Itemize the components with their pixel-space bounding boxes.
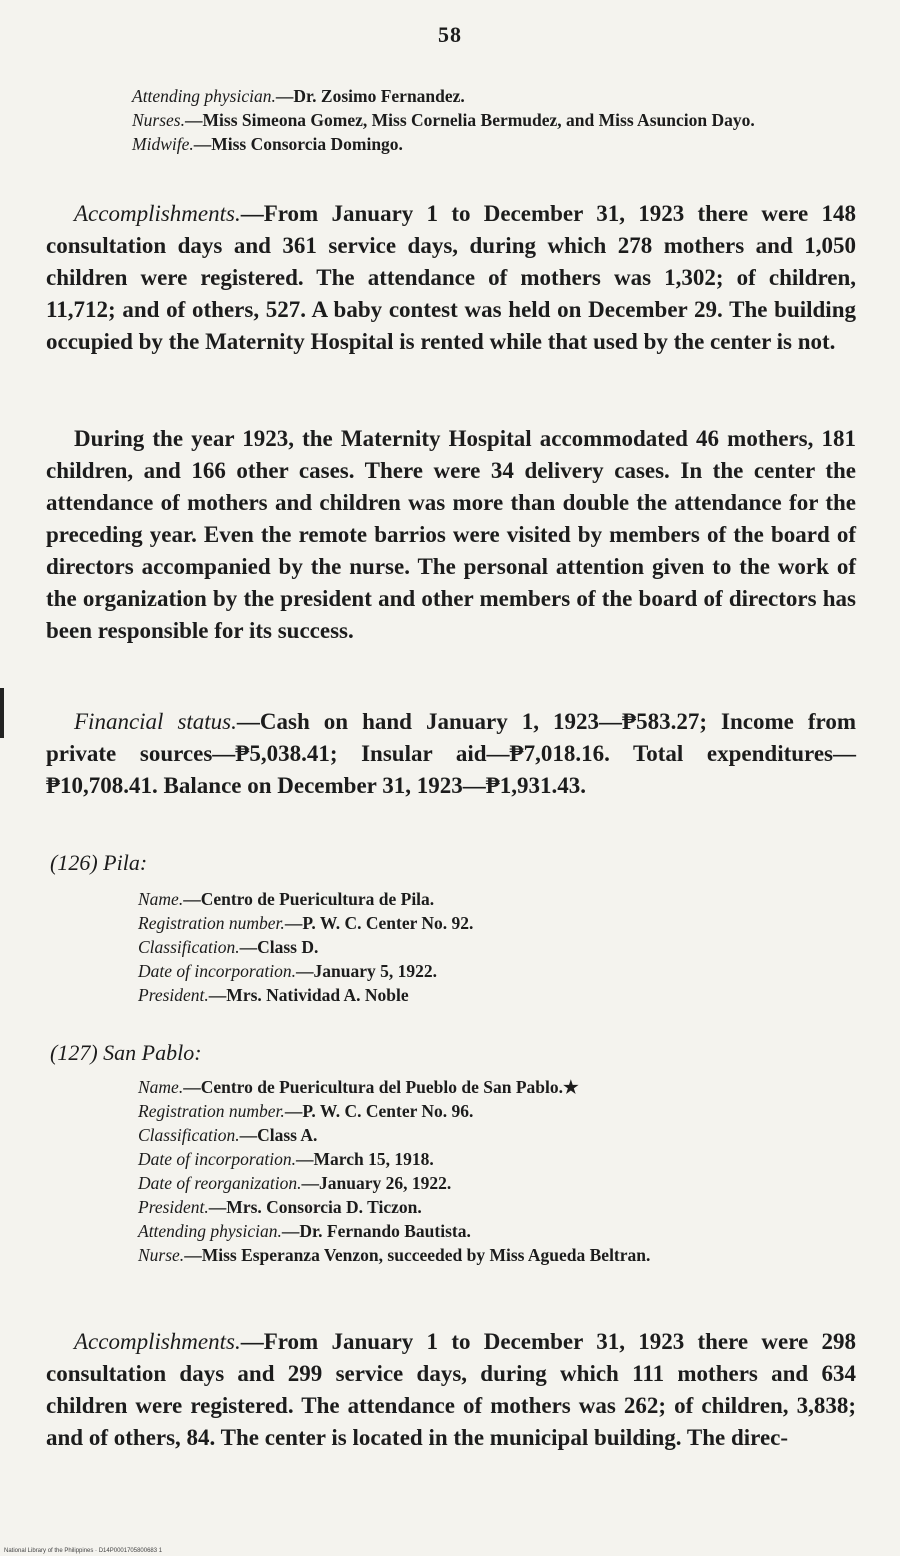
list-item — [138, 1195, 858, 1219]
item-text: —P. W. C. Center No. 96. — [284, 1101, 474, 1121]
item-text: —P. W. C. Center No. 92. — [284, 913, 474, 933]
san-pablo-details — [138, 1075, 858, 1267]
scan-footer: National Library of the Philippines · D14P0001705800683 1 — [4, 1548, 163, 1554]
item-text: —Class D. — [239, 937, 319, 957]
item-text: —Miss Simeona Gomez, Miss Cornelia Bermudez, and Miss Asuncion Dayo. — [185, 110, 755, 130]
list-item — [138, 1123, 858, 1147]
paragraph-financial-status — [46, 706, 856, 802]
paragraph-lead: Accomplishments. — [74, 1329, 241, 1354]
item-label: Date of incorporation. — [138, 1149, 296, 1169]
list-item — [132, 132, 857, 156]
paragraph-text: —Cash on hand January 1, 1923—₱583.27; Income from private sources—₱5,038.41; Insular aid—₱7,018.16. Total expenditures—₱10,708.41. Balance on December 31, 1923—₱1,931.43. — [46, 709, 856, 798]
list-item — [138, 1243, 858, 1267]
list-item — [132, 108, 857, 132]
list-item — [132, 84, 857, 108]
item-label: Attending physician. — [132, 86, 276, 106]
list-item — [138, 1099, 858, 1123]
section-heading-pila — [50, 850, 830, 876]
list-item — [138, 1075, 858, 1099]
paragraph-accomplishments-2 — [46, 1326, 856, 1454]
list-item — [138, 911, 858, 935]
section-number: (126) — [50, 850, 98, 875]
item-label: Registration number. — [138, 1101, 285, 1121]
paragraph-text: —From January 1 to December 31, 1923 there were 298 consultation days and 299 service days, during which 111 mothers and 634 children were registered. The attendance of mothers was 262; of children, 3,838; and of others, 84. The center is located in the municipal building. The direc- — [46, 1329, 856, 1450]
item-label: Date of reorganization. — [138, 1173, 302, 1193]
list-item — [138, 1171, 858, 1195]
staff-list — [132, 84, 857, 156]
pila-details — [138, 887, 858, 1007]
list-item — [138, 959, 858, 983]
item-label: President. — [138, 1197, 209, 1217]
item-label: Nurse. — [138, 1245, 185, 1265]
section-title: Pila: — [103, 850, 148, 875]
section-heading-san-pablo — [50, 1040, 830, 1066]
item-label: Nurses. — [132, 110, 185, 130]
item-label: Name. — [138, 889, 184, 909]
item-text: —Miss Consorcia Domingo. — [193, 134, 403, 154]
paragraph-accomplishments-1 — [46, 198, 856, 358]
paragraph-lead: Financial status. — [74, 709, 237, 734]
paragraph-text: —From January 1 to December 31, 1923 there were 148 consultation days and 361 service days, during which 278 mothers and 1,050 children were registered. The attendance of mothers was 1,302; of children, 11,712; and of others, 527. A baby contest was held on December 29. The building occupied by the Maternity Hospital is rented while that used by the center is not. — [46, 201, 856, 354]
section-title: San Pablo: — [103, 1040, 202, 1065]
item-text: —Class A. — [239, 1125, 318, 1145]
item-label: Midwife. — [132, 134, 194, 154]
item-text: —Centro de Puericultura del Pueblo de San Pablo.★ — [183, 1077, 579, 1097]
item-text: —March 15, 1918. — [295, 1149, 434, 1169]
item-text: —January 5, 1922. — [295, 961, 437, 981]
item-text: —January 26, 1922. — [301, 1173, 452, 1193]
item-label: Date of incorporation. — [138, 961, 296, 981]
item-label: Name. — [138, 1077, 184, 1097]
item-label: Classification. — [138, 937, 240, 957]
paragraph-lead: Accomplishments. — [74, 201, 241, 226]
item-text: —Dr. Fernando Bautista. — [281, 1221, 471, 1241]
paragraph-text: During the year 1923, the Maternity Hospital accommodated 46 mothers, 181 children, and 166 other cases. There were 34 delivery cases. In the center the attendance of mothers and children was more than double the attendance for the preceding year. Even the remote barrios were visited by members of the board of directors accompanied by the nurse. The personal attention given to the work of the organization by the president and other members of the board of directors has been responsible for its success. — [46, 426, 856, 643]
item-label: Attending physician. — [138, 1221, 282, 1241]
item-label: Classification. — [138, 1125, 240, 1145]
scan-edge-mark — [0, 688, 4, 738]
item-label: Registration number. — [138, 913, 285, 933]
list-item — [138, 983, 858, 1007]
section-number: (127) — [50, 1040, 98, 1065]
list-item — [138, 1219, 858, 1243]
item-text: —Mrs. Consorcia D. Ticzon. — [208, 1197, 422, 1217]
item-text: —Dr. Zosimo Fernandez. — [275, 86, 465, 106]
paragraph-maternity-hospital — [46, 423, 856, 647]
item-text: —Miss Esperanza Venzon, succeeded by Miss Agueda Beltran. — [184, 1245, 651, 1265]
page-number: 58 — [438, 22, 462, 47]
list-item — [138, 935, 858, 959]
item-text: —Centro de Puericultura de Pila. — [183, 889, 435, 909]
list-item — [138, 1147, 858, 1171]
item-label: President. — [138, 985, 209, 1005]
list-item — [138, 887, 858, 911]
item-text: —Mrs. Natividad A. Noble — [208, 985, 409, 1005]
